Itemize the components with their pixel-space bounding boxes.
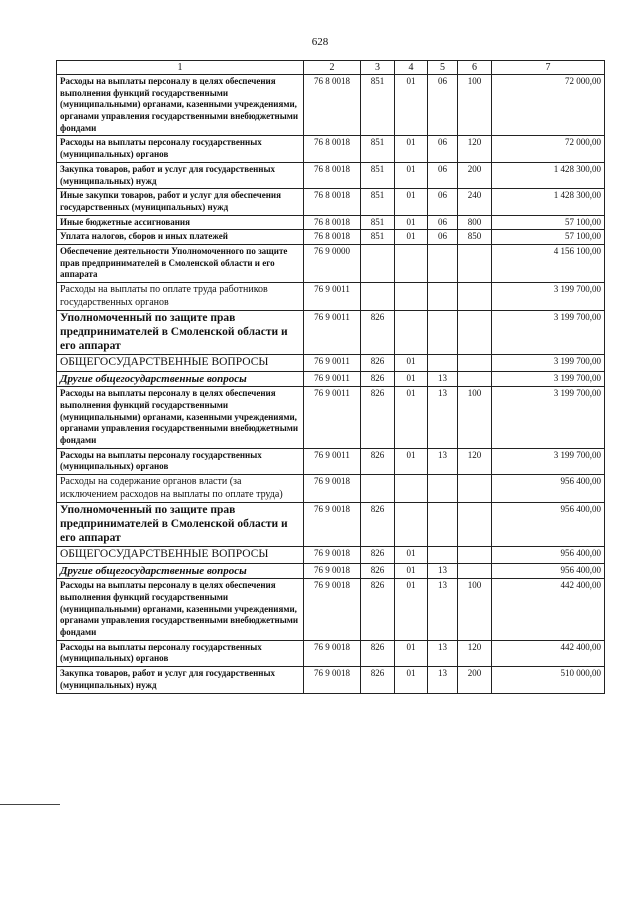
amount: 956 400,00 <box>492 475 605 503</box>
subsection-code: 13 <box>428 579 458 640</box>
section-code <box>395 475 428 503</box>
line-item-name: Расходы на выплаты персоналу государственных (муниципальных) органов <box>57 448 304 474</box>
expense-type-code <box>458 311 492 355</box>
amount: 1 428 300,00 <box>492 162 605 188</box>
amount: 72 000,00 <box>492 75 605 136</box>
table-row <box>57 136 605 162</box>
subsection-code <box>428 311 458 355</box>
target-code: 76 9 0018 <box>304 640 361 666</box>
header-cell: 7 <box>492 61 605 75</box>
page-number: 628 <box>311 36 329 48</box>
section-code: 01 <box>395 355 428 371</box>
line-item-name: Расходы на содержание органов власти (за исключением расходов на выплаты по оплате труда) <box>57 475 304 503</box>
department-code: 826 <box>361 355 395 371</box>
expense-type-code <box>458 355 492 371</box>
target-code: 76 8 0018 <box>304 230 361 245</box>
line-item-name: Расходы на выплаты по оплате труда работников государственных органов <box>57 283 304 311</box>
target-code: 76 9 0018 <box>304 475 361 503</box>
header-row <box>57 61 605 75</box>
department-code: 851 <box>361 215 395 230</box>
section-code <box>395 311 428 355</box>
amount: 4 156 100,00 <box>492 244 605 282</box>
expense-type-code: 120 <box>458 136 492 162</box>
amount: 956 400,00 <box>492 547 605 563</box>
subsection-code: 06 <box>428 162 458 188</box>
target-code: 76 9 0018 <box>304 547 361 563</box>
header-cell: 4 <box>395 61 428 75</box>
table-row <box>57 387 605 448</box>
line-item-name: Иные бюджетные ассигнования <box>57 215 304 230</box>
amount: 1 428 300,00 <box>492 189 605 215</box>
department-code: 826 <box>361 448 395 474</box>
subsection-code: 06 <box>428 215 458 230</box>
section-code: 01 <box>395 230 428 245</box>
line-item-name: ОБЩЕГОСУДАРСТВЕННЫЕ ВОПРОСЫ <box>57 355 304 371</box>
line-item-name: Закупка товаров, работ и услуг для государственных (муниципальных) нужд <box>57 162 304 188</box>
amount: 442 400,00 <box>492 640 605 666</box>
target-code: 76 9 0000 <box>304 244 361 282</box>
header-cell: 1 <box>57 61 304 75</box>
line-item-name: Закупка товаров, работ и услуг для государственных (муниципальных) нужд <box>57 667 304 693</box>
department-code: 826 <box>361 311 395 355</box>
table-row <box>57 579 605 640</box>
line-item-name: Расходы на выплаты персоналу в целях обеспечения выполнения функций государственными (муниципальными) органами, казенными учреждениями, органами управления государственными внебюджетными фондами <box>57 75 304 136</box>
department-code: 851 <box>361 189 395 215</box>
subsection-code <box>428 475 458 503</box>
department-code: 826 <box>361 640 395 666</box>
subsection-code <box>428 503 458 547</box>
table-row <box>57 640 605 666</box>
expense-type-code: 100 <box>458 387 492 448</box>
expense-type-code <box>458 475 492 503</box>
table-row <box>57 244 605 282</box>
line-item-name: Расходы на выплаты персоналу в целях обеспечения выполнения функций государственными (муниципальными) органами, казенными учреждениями, органами управления государственными внебюджетными фондами <box>57 579 304 640</box>
amount: 57 100,00 <box>492 230 605 245</box>
table-row <box>57 503 605 547</box>
section-code <box>395 503 428 547</box>
section-code: 01 <box>395 640 428 666</box>
department-code: 826 <box>361 667 395 693</box>
line-item-name: Уплата налогов, сборов и иных платежей <box>57 230 304 245</box>
table-row <box>57 162 605 188</box>
expense-type-code <box>458 244 492 282</box>
department-code <box>361 283 395 311</box>
line-item-name: Расходы на выплаты персоналу в целях обеспечения выполнения функций государственными (муниципальными) органами, казенными учреждениями, органами управления государственными внебюджетными фондами <box>57 387 304 448</box>
amount: 3 199 700,00 <box>492 448 605 474</box>
department-code: 826 <box>361 371 395 387</box>
section-code: 01 <box>395 563 428 579</box>
subsection-code: 06 <box>428 75 458 136</box>
department-code: 826 <box>361 503 395 547</box>
line-item-name: Уполномоченный по защите прав предпринимателей в Смоленской области и его аппарат <box>57 503 304 547</box>
table-row <box>57 215 605 230</box>
amount: 3 199 700,00 <box>492 283 605 311</box>
target-code: 76 8 0018 <box>304 75 361 136</box>
header-cell: 2 <box>304 61 361 75</box>
subsection-code: 13 <box>428 563 458 579</box>
department-code: 851 <box>361 162 395 188</box>
table-row <box>57 547 605 563</box>
line-item-name: Обеспечение деятельности Уполномоченного по защите прав предпринимателей в Смоленской области и его аппарата <box>57 244 304 282</box>
section-code: 01 <box>395 215 428 230</box>
amount: 510 000,00 <box>492 667 605 693</box>
section-code: 01 <box>395 547 428 563</box>
subsection-code: 13 <box>428 371 458 387</box>
expense-type-code: 850 <box>458 230 492 245</box>
target-code: 76 9 0011 <box>304 283 361 311</box>
line-item-name: Иные закупки товаров, работ и услуг для обеспечения государственных (муниципальных) нужд <box>57 189 304 215</box>
department-code: 826 <box>361 547 395 563</box>
amount: 57 100,00 <box>492 215 605 230</box>
amount: 3 199 700,00 <box>492 355 605 371</box>
subsection-code: 13 <box>428 448 458 474</box>
header-cell: 3 <box>361 61 395 75</box>
expense-type-code: 120 <box>458 448 492 474</box>
department-code: 851 <box>361 230 395 245</box>
section-code <box>395 244 428 282</box>
line-item-name: ОБЩЕГОСУДАРСТВЕННЫЕ ВОПРОСЫ <box>57 547 304 563</box>
section-code: 01 <box>395 162 428 188</box>
line-item-name: Другие общегосударственные вопросы <box>57 563 304 579</box>
section-code: 01 <box>395 189 428 215</box>
section-code: 01 <box>395 136 428 162</box>
header-cell: 6 <box>458 61 492 75</box>
target-code: 76 8 0018 <box>304 215 361 230</box>
budget-table <box>56 60 605 694</box>
expense-type-code <box>458 283 492 311</box>
line-item-name: Другие общегосударственные вопросы <box>57 371 304 387</box>
target-code: 76 9 0011 <box>304 355 361 371</box>
expense-type-code: 240 <box>458 189 492 215</box>
expense-type-code <box>458 563 492 579</box>
department-code: 851 <box>361 136 395 162</box>
table-body <box>57 75 605 694</box>
target-code: 76 9 0011 <box>304 448 361 474</box>
target-code: 76 9 0011 <box>304 311 361 355</box>
section-code: 01 <box>395 667 428 693</box>
target-code: 76 9 0018 <box>304 579 361 640</box>
table-row <box>57 75 605 136</box>
subsection-code <box>428 355 458 371</box>
table-row <box>57 283 605 311</box>
amount: 956 400,00 <box>492 503 605 547</box>
target-code: 76 8 0018 <box>304 189 361 215</box>
amount: 442 400,00 <box>492 579 605 640</box>
table-row <box>57 371 605 387</box>
subsection-code <box>428 547 458 563</box>
section-code: 01 <box>395 75 428 136</box>
expense-type-code: 200 <box>458 162 492 188</box>
amount: 3 199 700,00 <box>492 387 605 448</box>
line-item-name: Уполномоченный по защите прав предпринимателей в Смоленской области и его аппарат <box>57 311 304 355</box>
target-code: 76 9 0018 <box>304 503 361 547</box>
subsection-code: 13 <box>428 667 458 693</box>
amount: 3 199 700,00 <box>492 371 605 387</box>
table-row <box>57 355 605 371</box>
expense-type-code: 100 <box>458 579 492 640</box>
table-row <box>57 667 605 693</box>
subsection-code: 13 <box>428 640 458 666</box>
subsection-code: 06 <box>428 189 458 215</box>
scan-artifact-line <box>0 804 60 805</box>
table-row <box>57 189 605 215</box>
target-code: 76 9 0011 <box>304 371 361 387</box>
table-row <box>57 563 605 579</box>
subsection-code: 06 <box>428 230 458 245</box>
section-code: 01 <box>395 387 428 448</box>
target-code: 76 9 0018 <box>304 667 361 693</box>
department-code: 826 <box>361 579 395 640</box>
department-code: 826 <box>361 387 395 448</box>
target-code: 76 9 0018 <box>304 563 361 579</box>
subsection-code <box>428 283 458 311</box>
department-code: 851 <box>361 75 395 136</box>
amount: 72 000,00 <box>492 136 605 162</box>
section-code <box>395 283 428 311</box>
expense-type-code: 800 <box>458 215 492 230</box>
expense-type-code: 200 <box>458 667 492 693</box>
subsection-code: 06 <box>428 136 458 162</box>
table-row <box>57 448 605 474</box>
section-code: 01 <box>395 579 428 640</box>
section-code: 01 <box>395 371 428 387</box>
department-code: 826 <box>361 563 395 579</box>
target-code: 76 8 0018 <box>304 136 361 162</box>
section-code: 01 <box>395 448 428 474</box>
line-item-name: Расходы на выплаты персоналу государственных (муниципальных) органов <box>57 640 304 666</box>
table-row <box>57 230 605 245</box>
expense-type-code: 120 <box>458 640 492 666</box>
expense-type-code <box>458 503 492 547</box>
department-code <box>361 244 395 282</box>
expense-type-code: 100 <box>458 75 492 136</box>
department-code <box>361 475 395 503</box>
expense-type-code <box>458 371 492 387</box>
amount: 956 400,00 <box>492 563 605 579</box>
header-cell: 5 <box>428 61 458 75</box>
subsection-code: 13 <box>428 387 458 448</box>
table-row <box>57 475 605 503</box>
line-item-name: Расходы на выплаты персоналу государственных (муниципальных) органов <box>57 136 304 162</box>
target-code: 76 9 0011 <box>304 387 361 448</box>
target-code: 76 8 0018 <box>304 162 361 188</box>
expense-type-code <box>458 547 492 563</box>
subsection-code <box>428 244 458 282</box>
amount: 3 199 700,00 <box>492 311 605 355</box>
table-row <box>57 311 605 355</box>
